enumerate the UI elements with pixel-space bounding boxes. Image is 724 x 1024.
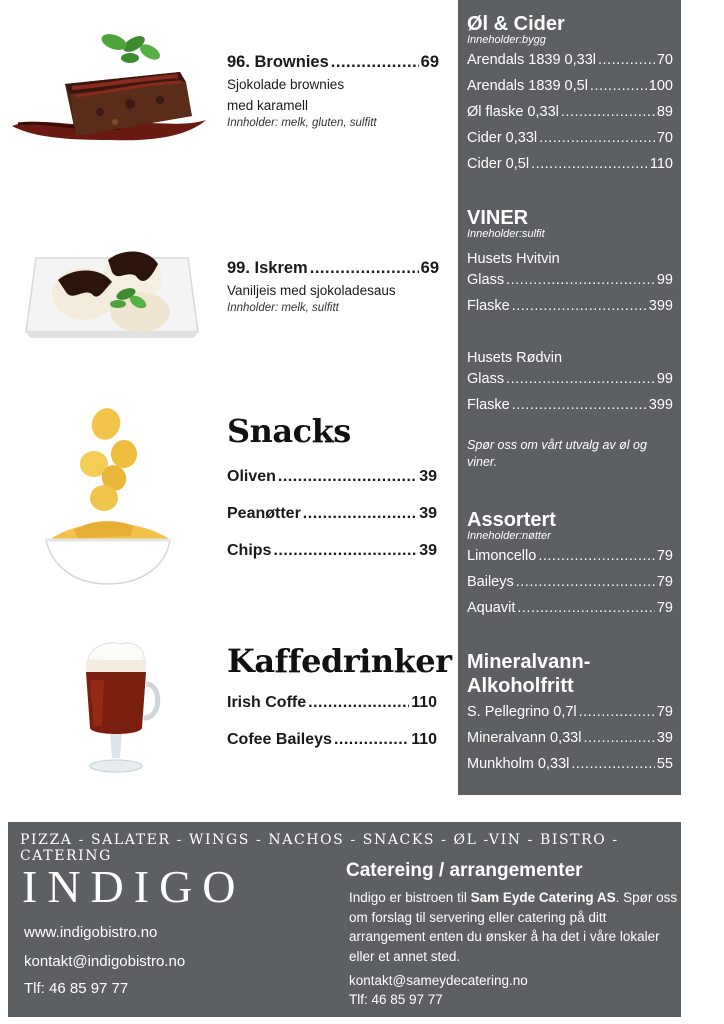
item-name: Limoncello [467, 548, 537, 564]
dessert-description-line: Vaniljeis med sjokoladesaus [227, 283, 396, 298]
item-price: 110 [649, 156, 673, 172]
drinks-panel [458, 0, 681, 795]
drink-item [467, 756, 673, 782]
drink-item [467, 600, 673, 626]
leader-dots [512, 298, 647, 314]
item-name: S. Pellegrino 0,7l [467, 704, 577, 720]
snack-item [227, 542, 437, 579]
item-name: Munkholm 0,33l [467, 756, 570, 772]
assortert-heading: Assortert [467, 509, 556, 531]
item-price: 110 [411, 694, 437, 711]
drink-item [467, 298, 673, 324]
item-price: 79 [656, 574, 673, 590]
dessert-iskrem-row [227, 259, 439, 278]
drink-item [467, 104, 673, 130]
catering-heading: Catereing / arrangementer [346, 860, 583, 881]
wine-note: Spør oss om vårt utvalg av øl og viner. [467, 438, 647, 469]
item-name: Peanøtter [227, 505, 301, 522]
item-name: Øl flaske 0,33l [467, 104, 559, 120]
leader-dots [579, 704, 655, 720]
leader-dots [512, 397, 647, 413]
brand-logo: INDIGO [22, 861, 246, 912]
leader-dots [516, 574, 655, 590]
leader-dots [506, 272, 655, 288]
white-wine-label: Husets Hvitvin [467, 251, 560, 267]
footer [8, 822, 681, 1017]
catering-phone: Tlf: 46 85 97 77 [349, 992, 443, 1007]
leader-dots [506, 371, 655, 387]
item-name: Cider 0,33l [467, 130, 538, 146]
footer-tagline: PIZZA - SALATER - WINGS - NACHOS - SNACKS - ØL -VIN - BISTRO - CATERING [20, 832, 619, 864]
ol-cider-contains: Inneholder:bygg [467, 34, 546, 46]
red-wine-label: Husets Rødvin [467, 350, 563, 366]
dessert-description-line: Sjokolade brownies [227, 77, 345, 92]
drink-item [467, 397, 673, 423]
dessert-price: 69 [420, 53, 439, 71]
mineralvann-heading-line2: Alkoholfritt [467, 675, 574, 697]
item-price: 70 [656, 52, 673, 68]
irish-coffee-image [80, 640, 164, 783]
drink-item [467, 574, 673, 600]
ol-cider-section [467, 12, 673, 182]
dessert-name: 99. Iskrem [227, 259, 308, 277]
item-name: Arendals 1839 0,5l [467, 78, 588, 94]
dessert-brownies [227, 53, 439, 129]
drink-item [467, 130, 673, 156]
dessert-description [227, 280, 439, 301]
item-name: Aquavit [467, 600, 516, 616]
drink-item [467, 52, 673, 78]
leader-dots [590, 78, 647, 94]
item-price: 99 [656, 272, 673, 288]
coffee-item [227, 694, 437, 731]
item-price: 110 [411, 731, 437, 748]
assortert-contains: Inneholder:nøtter [467, 530, 551, 542]
leader-dots [273, 542, 417, 560]
dessert-iskrem [227, 259, 439, 314]
item-name: Glass [467, 272, 505, 288]
brownie-image [10, 24, 210, 159]
item-price: 39 [656, 730, 673, 746]
leader-dots [571, 756, 655, 772]
item-name: Mineralvann 0,33l [467, 730, 582, 746]
item-price: 39 [419, 468, 437, 485]
item-price: 79 [656, 548, 673, 564]
leader-dots [517, 600, 654, 616]
viner-section [467, 206, 673, 471]
snacks-heading: Snacks [227, 412, 351, 450]
chips-image [44, 406, 174, 593]
dessert-price: 69 [420, 259, 439, 277]
item-price: 70 [656, 130, 673, 146]
dessert-description [227, 74, 439, 116]
ol-cider-heading: Øl & Cider [467, 13, 565, 35]
kaffedrinker-heading: Kaffedrinker [227, 642, 452, 680]
mineralvann-section [467, 650, 673, 782]
item-name: Flaske [467, 298, 510, 314]
leader-dots [278, 468, 417, 486]
viner-heading: VINER [467, 207, 529, 229]
item-name: Oliven [227, 468, 276, 485]
dessert-name: 96. Brownies [227, 53, 329, 71]
snacks-list [227, 468, 437, 579]
item-price: 55 [656, 756, 673, 772]
leader-dots [303, 505, 417, 523]
leader-dots [539, 130, 655, 146]
leader-dots [308, 694, 409, 712]
item-price: 399 [648, 298, 673, 314]
leader-dots [331, 53, 419, 72]
mineralvann-heading-line1: Mineralvann- [467, 651, 591, 673]
drink-item [467, 730, 673, 756]
leader-dots [561, 104, 655, 120]
drink-item [467, 704, 673, 730]
item-price: 39 [419, 542, 437, 559]
leader-dots [310, 259, 419, 278]
viner-contains: Inneholder:sulfit [467, 228, 545, 240]
item-price: 79 [656, 600, 673, 616]
ice-cream-image [22, 232, 202, 347]
item-price: 100 [648, 78, 673, 94]
catering-company: Sam Eyde Catering AS [470, 890, 616, 905]
item-price: 99 [656, 371, 673, 387]
leader-dots [583, 730, 654, 746]
item-price: 399 [648, 397, 673, 413]
email-link[interactable]: kontakt@indigobistro.no [24, 953, 186, 970]
dessert-brownies-row [227, 53, 439, 72]
item-name: Glass [467, 371, 505, 387]
drink-item [467, 272, 673, 298]
dessert-allergens: Innholder: melk, sulfitt [227, 302, 339, 314]
item-price: 89 [656, 104, 673, 120]
item-price: 39 [419, 505, 437, 522]
item-price: 79 [656, 704, 673, 720]
catering-text [349, 888, 679, 966]
dessert-allergens: Innholder: melk, gluten, sulfitt [227, 117, 377, 129]
catering-email-link[interactable]: kontakt@sameydecatering.no [349, 973, 528, 988]
item-name: Irish Coffe [227, 694, 307, 711]
phone-number: Tlf: 46 85 97 77 [24, 980, 129, 997]
leader-dots [538, 548, 655, 564]
item-name: Cider 0,5l [467, 156, 530, 172]
snack-item [227, 468, 437, 505]
item-name: Chips [227, 542, 272, 559]
item-name: Cofee Baileys [227, 731, 332, 748]
drink-item [467, 78, 673, 104]
kaffedrinker-list [227, 694, 437, 768]
drink-item [467, 548, 673, 574]
drink-item [467, 371, 673, 397]
dessert-description-line: med karamell [227, 98, 309, 113]
item-name: Baileys [467, 574, 514, 590]
item-name: Arendals 1839 0,33l [467, 52, 596, 68]
snack-item [227, 505, 437, 542]
leader-dots [531, 156, 648, 172]
leader-dots [598, 52, 655, 68]
website-link[interactable]: www.indigobistro.no [24, 924, 158, 941]
assortert-section [467, 508, 673, 626]
catering-text-part: . Spør oss om forslag til servering eller catering på ditt arrangement enten du ønsker å ha det i våre lokaler eller et annet sted. [349, 890, 678, 964]
leader-dots [334, 731, 409, 749]
item-name: Flaske [467, 397, 510, 413]
catering-text-part: Indigo er bistroen til [349, 890, 471, 905]
coffee-item [227, 731, 437, 768]
drink-item [467, 156, 673, 182]
